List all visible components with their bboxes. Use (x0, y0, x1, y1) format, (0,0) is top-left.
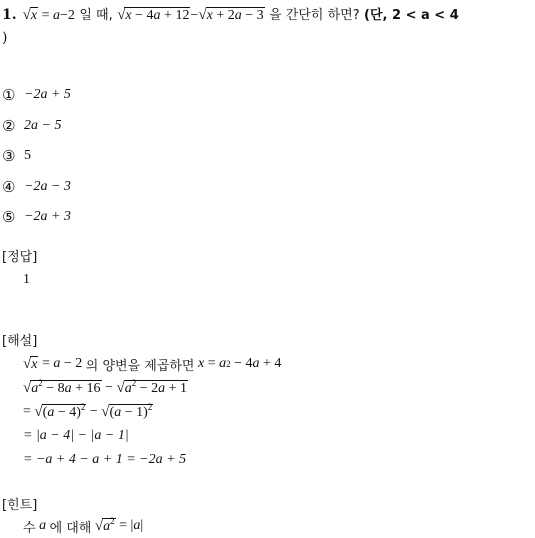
option-text: −2a − 3 (24, 178, 71, 194)
option-marker: ③ (2, 147, 16, 166)
explanation-line-3: = $√(a - 4)^2$ − $√(a - 1)^2$ (23, 401, 153, 420)
answer-body (23, 268, 30, 292)
option-marker: ① (2, 86, 16, 105)
explanation-line-1: √x = a − 2 의 양변을 제곱하면 x = a 2 − 4 a + 4 (23, 355, 282, 374)
option-text: 2a − 5 (24, 117, 62, 133)
answer-heading: [정답] (2, 250, 38, 265)
hint-heading: [힌트] (2, 498, 38, 513)
question-condition-close: ) (2, 30, 8, 46)
question-text-when: 일 때, (79, 8, 113, 23)
question-condition: (단, 2 < a < 4 (364, 8, 459, 23)
option-text: −2a + 5 (24, 87, 71, 103)
answer-options (2, 80, 71, 233)
option-text: −2a + 3 (24, 209, 71, 225)
question (2, 4, 530, 49)
question-text-simplify: 을 간단히 하면? (269, 8, 360, 23)
option-3[interactable] (2, 141, 71, 172)
option-text: 5 (24, 148, 31, 164)
question-expression: √x − 4a + 12−√x + 2a − 3 (117, 7, 264, 23)
option-2[interactable] (2, 111, 71, 142)
hint-line: 수 a 에 대해 $√a^2$ = | a | (23, 515, 144, 536)
explanation-line-5: = −a + 4 − a + 1 = −2a + 5 (23, 452, 187, 467)
hint-prefix: 수 (23, 520, 36, 536)
option-5[interactable] (2, 202, 71, 233)
hint-about: 에 대해 (49, 520, 92, 536)
hint-body (23, 514, 143, 538)
explanation-line-2: $√a^2 - 8a + 16$ − $√a^2 - 2a + 1$ (23, 377, 187, 396)
question-condition-equation: √x = a−2 (22, 7, 75, 23)
option-marker: ② (2, 116, 16, 135)
explanation-body (23, 352, 281, 472)
option-1[interactable] (2, 80, 71, 111)
answer-value: 1 (23, 272, 30, 287)
option-4[interactable] (2, 172, 71, 203)
question-number: 1. (2, 7, 17, 23)
option-marker: ④ (2, 177, 16, 196)
option-marker: ⑤ (2, 208, 16, 227)
explanation-line-4: = |a − 4| − |a − 1| (23, 428, 129, 443)
explanation-square-text: 의 양변을 제곱하면 (85, 358, 195, 374)
explanation-heading: [해설] (2, 334, 38, 349)
